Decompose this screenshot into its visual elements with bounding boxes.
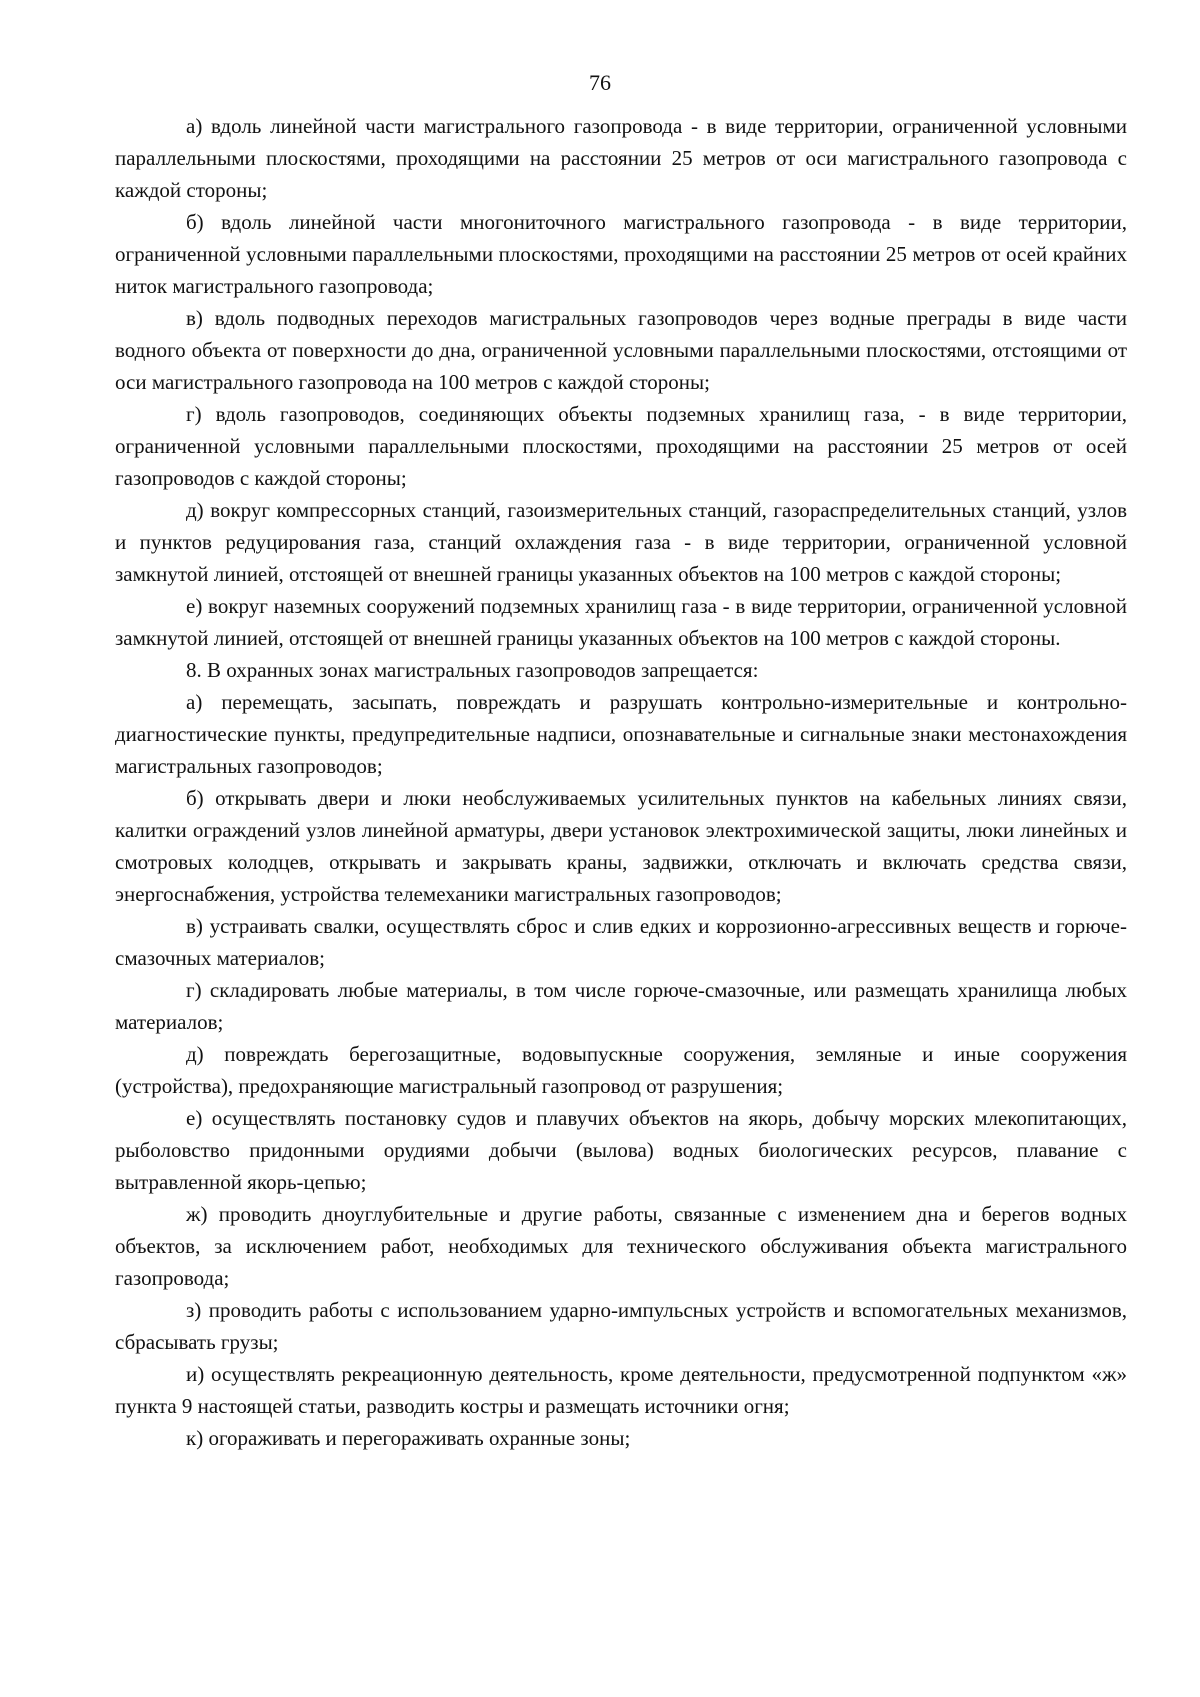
document-body bbox=[115, 110, 1127, 1454]
section-8-heading: 8. В охранных зонах магистральных газопроводов запрещается: bbox=[186, 658, 759, 682]
prohibition-z: з) проводить работы с использованием ударно-импульсных устройств и вспомогательных механизмов, сбрасывать грузы; bbox=[115, 1298, 1127, 1354]
paragraph-v-underwater-crossings: в) вдоль подводных переходов магистральных газопроводов через водные преграды в виде части водного объекта от поверхности до дна, ограниченной условными параллельными плоскостями, отстоящими от оси магистрального газопровода на 100 метров с каждой стороны; bbox=[115, 306, 1127, 394]
paragraph-e-ground-structures: е) вокруг наземных сооружений подземных хранилищ газа - в виде территории, ограниченной условной замкнутой линией, отстоящей от внешней границы указанных объектов на 100 метров с каждой стороны. bbox=[115, 594, 1127, 650]
prohibition-i: и) осуществлять рекреационную деятельность, кроме деятельности, предусмотренной подпунктом «ж» пункта 9 настоящей статьи, разводить костры и размещать источники огня; bbox=[115, 1362, 1127, 1418]
prohibition-g: г) складировать любые материалы, в том числе горюче-смазочные, или размещать хранилища любых материалов; bbox=[115, 978, 1127, 1034]
prohibition-b: б) открывать двери и люки необслуживаемых усилительных пунктов на кабельных линиях связи, калитки ограждений узлов линейной арматуры, двери установок электрохимической защиты, люки линейных и смотровых колодцев, открывать и закрывать краны, задвижки, отключать и включать средства связи, энергоснабжения, устройства телемеханики магистральных газопроводов; bbox=[115, 786, 1127, 906]
prohibition-e: е) осуществлять постановку судов и плавучих объектов на якорь, добычу морских млекопитающих, рыболовство придонными орудиями добычи (вылова) водных биологических ресурсов, плавание с вытравленной якорь-цепью; bbox=[115, 1106, 1127, 1194]
page-number: 76 bbox=[589, 70, 611, 95]
paragraph-a-linear-part: а) вдоль линейной части магистрального газопровода - в виде территории, ограниченной условными параллельными плоскостями, проходящими на расстоянии 25 метров от оси магистрального газопровода с каждой стороны; bbox=[115, 114, 1127, 202]
paragraph-b-multi-line: б) вдоль линейной части многониточного магистрального газопровода - в виде территории, ограниченной условными параллельными плоскостями, проходящими на расстоянии 25 метров от осей крайних ниток магистрального газопровода; bbox=[115, 210, 1127, 298]
prohibition-k: к) огораживать и перегораживать охранные зоны; bbox=[186, 1426, 631, 1450]
prohibition-d: д) повреждать берегозащитные, водовыпускные сооружения, земляные и иные сооружения (устройства), предохраняющие магистральный газопровод от разрушения; bbox=[115, 1042, 1127, 1098]
paragraph-d-compressor-stations: д) вокруг компрессорных станций, газоизмерительных станций, газораспределительных станций, узлов и пунктов редуцирования газа, станций охлаждения газа - в виде территории, ограниченной условной замкнутой линией, отстоящей от внешней границы указанных объектов на 100 метров с каждой стороны; bbox=[115, 498, 1127, 586]
prohibition-zh: ж) проводить дноуглубительные и другие работы, связанные с изменением дна и берегов водных объектов, за исключением работ, необходимых для технического обслуживания объекта магистрального газопровода; bbox=[115, 1202, 1127, 1290]
prohibition-a: а) перемещать, засыпать, повреждать и разрушать контрольно-измерительные и контрольно-диагностические пункты, предупредительные надписи, опознавательные и сигнальные знаки местонахождения магистральных газопроводов; bbox=[115, 690, 1127, 778]
paragraph-g-storage-pipelines: г) вдоль газопроводов, соединяющих объекты подземных хранилищ газа, - в виде территории, ограниченной условными параллельными плоскостями, проходящими на расстоянии 25 метров от осей газопроводов с каждой стороны; bbox=[115, 402, 1127, 490]
prohibition-v: в) устраивать свалки, осуществлять сброс и слив едких и коррозионно-агрессивных веществ и горюче-смазочных материалов; bbox=[115, 914, 1127, 970]
